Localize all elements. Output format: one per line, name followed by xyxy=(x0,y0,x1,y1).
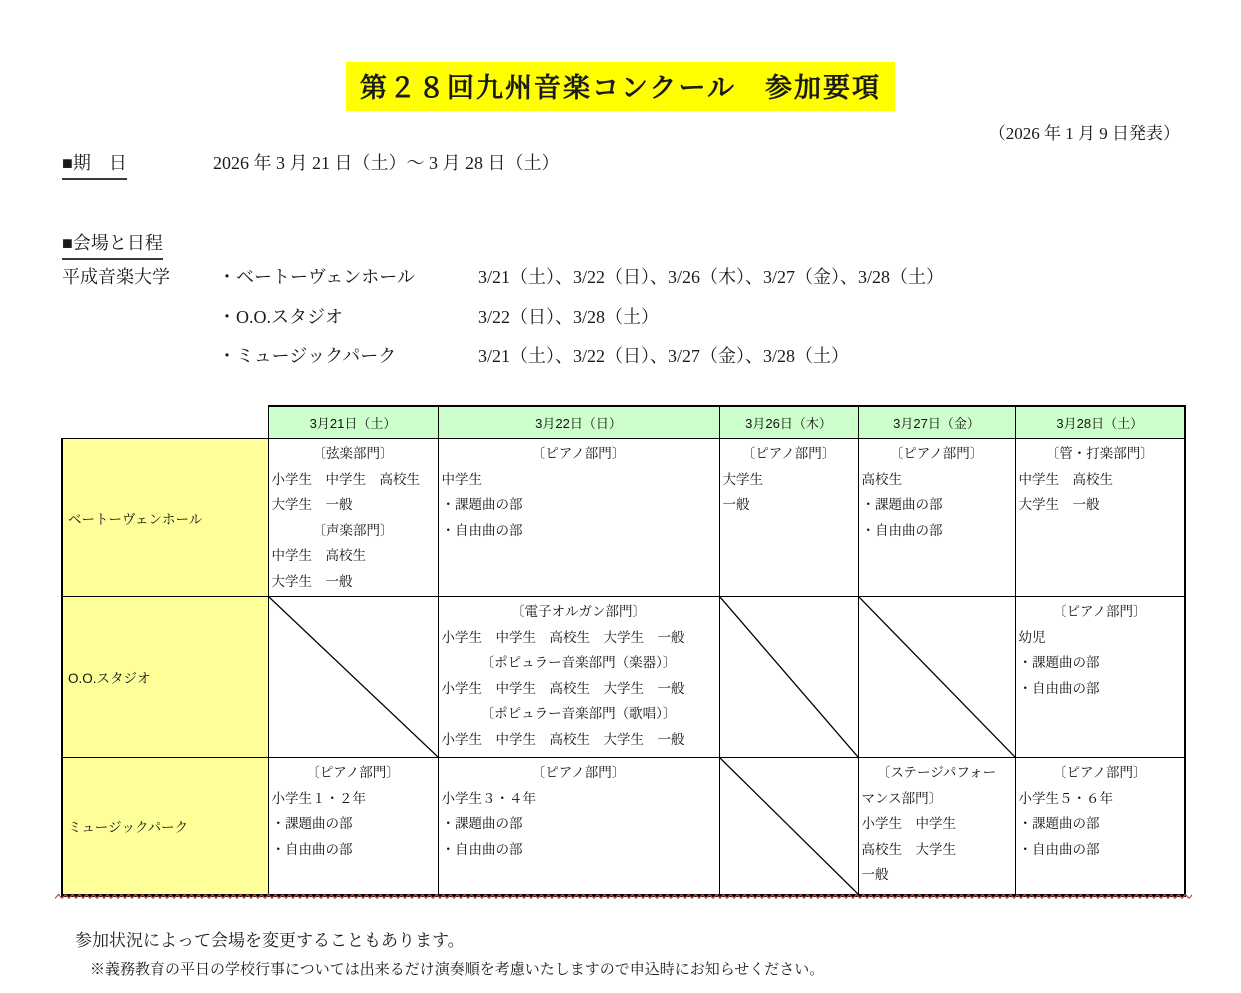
schedule-cell-line: ・自由曲の部 xyxy=(1018,680,1100,696)
schedule-cell-line: ・課題曲の部 xyxy=(1018,816,1100,831)
schedule-cell-line: 小学生 中学生 高校生 大学生 一般 xyxy=(441,731,685,747)
schedule-date-header: 3月22日（日） xyxy=(438,406,719,439)
schedule-cell-line: 〔声楽部門〕 xyxy=(312,522,394,538)
diagonal-line xyxy=(269,597,438,757)
schedule-cell-line: ・自由曲の部 xyxy=(271,841,353,857)
schedule-header-row xyxy=(62,406,1185,439)
announcement-date: （2026 年 1 月 9 日発表） xyxy=(988,124,1180,143)
schedule-date-header: 3月27日（金） xyxy=(858,406,1015,439)
schedule-cell-line: 中学生 xyxy=(441,471,482,487)
venue-label: O.O.スタジオ xyxy=(62,597,268,758)
schedule-cell-line: 小学生１・２年 xyxy=(271,790,366,806)
schedule-cell-line: 〔ピアノ部門〕 xyxy=(306,765,400,780)
schedule-cell-line: 高校生 xyxy=(861,471,902,487)
schedule-cell xyxy=(438,758,719,896)
schedule-cell-line: ・課題曲の部 xyxy=(271,816,353,831)
schedule-cell xyxy=(438,597,719,758)
schedule-cell xyxy=(438,439,719,597)
venue-row xyxy=(218,263,944,303)
schedule-row xyxy=(62,758,1185,896)
schedule-cell-line: 〔ピアノ部門〕 xyxy=(741,446,836,461)
venue-row xyxy=(218,342,944,382)
schedule-cell xyxy=(268,758,438,896)
schedule-cell-line: 小学生３・４年 xyxy=(441,790,536,806)
schedule-cell-line: 〔ステージパフォー xyxy=(876,765,997,780)
schedule-cell-line: マンス部門〕 xyxy=(861,790,943,806)
schedule-cell-line: 〔弦楽部門〕 xyxy=(312,446,394,461)
schedule-cell-line: 幼児 xyxy=(1018,629,1046,645)
schedule-cell xyxy=(858,439,1015,597)
venue-dates: 3/22（日）、3/28（土） xyxy=(478,306,660,327)
wavy-divider xyxy=(55,893,1192,900)
schedule-cell xyxy=(1015,439,1185,597)
empty-diagonal-cell xyxy=(719,758,858,896)
schedule-cell xyxy=(1015,758,1185,896)
schedule-cell-line: 高校生 大学生 xyxy=(861,841,956,857)
venue-name: ・ベートーヴェンホール xyxy=(218,267,415,287)
schedule-cell-line: 小学生 中学生 xyxy=(861,816,956,831)
schedule-cell xyxy=(719,439,858,597)
schedule-cell-line: ・自由曲の部 xyxy=(441,841,523,857)
schedule-date-header: 3月26日（木） xyxy=(719,406,858,439)
empty-diagonal-cell xyxy=(268,597,438,758)
period-value: 2026 年 3 月 21 日（土）～ 3 月 28 日（土） xyxy=(213,153,560,173)
page-title: 第２８回九州音楽コンクール 参加要項 xyxy=(346,62,895,111)
schedule-cell-line: ・課題曲の部 xyxy=(441,497,523,512)
schedule-cell-line: 小学生５・６年 xyxy=(1018,790,1113,806)
schedule-cell-line: 一般 xyxy=(722,497,750,512)
schedule-cell-line: 小学生 中学生 高校生 xyxy=(271,471,420,487)
schedule-cell-line: 〔電子オルガン部門〕 xyxy=(511,604,646,619)
schedule-date-header: 3月21日（土） xyxy=(268,406,438,439)
venue-date-list xyxy=(218,263,944,382)
schedule-cell-line: 〔ピアノ部門〕 xyxy=(1053,765,1147,780)
schedule-row xyxy=(62,439,1185,597)
venue-label: ミュージックパーク xyxy=(62,758,268,896)
schedule-cell xyxy=(858,758,1015,896)
empty-diagonal-cell xyxy=(858,597,1015,758)
schedule-cell-line: 小学生 中学生 高校生 大学生 一般 xyxy=(441,629,685,645)
title-bar xyxy=(0,62,1241,111)
empty-diagonal-cell xyxy=(719,597,858,758)
venue-name: ・O.O.スタジオ xyxy=(218,306,343,327)
venue-dates: 3/21（土）、3/22（日）、3/26（木）、3/27（金）、3/28（土） xyxy=(478,267,945,287)
diagonal-line xyxy=(720,758,858,894)
schedule-cell xyxy=(268,439,438,597)
venue-row xyxy=(218,303,944,343)
schedule-row xyxy=(62,597,1185,758)
schedule-cell-line: 大学生 一般 xyxy=(271,573,353,589)
schedule-cell-line: ・課題曲の部 xyxy=(861,497,943,512)
period-label-text: ■期 日 xyxy=(62,149,127,180)
venue-section-label-text: ■会場と日程 xyxy=(62,229,163,260)
schedule-date-header: 3月28日（土） xyxy=(1015,406,1185,439)
schedule-cell-line: 大学生 xyxy=(722,471,763,487)
venue-label: ベートーヴェンホール xyxy=(62,439,268,597)
schedule-cell xyxy=(1015,597,1185,758)
schedule-cell-line: ・課題曲の部 xyxy=(441,816,523,831)
schedule-blank-corner-cell xyxy=(62,406,268,439)
schedule-table xyxy=(61,405,1186,897)
university-name: 平成音楽大学 xyxy=(62,267,170,287)
schedule-cell-line: 中学生 高校生 xyxy=(1018,471,1113,487)
schedule-cell-line: 〔ポピュラー音楽部門（歌唱）〕 xyxy=(480,706,677,721)
schedule-cell-line: ・自由曲の部 xyxy=(861,522,943,538)
schedule-cell-line: 〔ピアノ部門〕 xyxy=(889,446,984,461)
schedule-cell-line: 小学生 中学生 高校生 大学生 一般 xyxy=(441,680,685,696)
schedule-cell-line: ・自由曲の部 xyxy=(441,522,523,538)
schedule-cell-line: ・自由曲の部 xyxy=(1018,841,1100,857)
venue-dates: 3/21（土）、3/22（日）、3/27（金）、3/28（土） xyxy=(478,346,850,366)
schedule-cell-line: 〔ピアノ部門〕 xyxy=(531,446,626,461)
schedule-cell-line: ・課題曲の部 xyxy=(1018,655,1100,670)
schedule-cell-line: 中学生 高校生 xyxy=(271,548,366,563)
note-venue-change: 参加状況によって会場を変更することもあります。 xyxy=(75,931,465,950)
schedule-cell-line: 大学生 一般 xyxy=(271,497,353,512)
diagonal-line xyxy=(859,597,1015,757)
period-section-label xyxy=(62,149,127,180)
schedule-cell-line: 〔ピアノ部門〕 xyxy=(1053,604,1147,619)
venue-name: ・ミュージックパーク xyxy=(218,346,397,366)
schedule-cell-line: 〔ピアノ部門〕 xyxy=(531,765,626,780)
note-school-events: ※義務教育の平日の学校行事については出来るだけ演奏順を考慮いたしますので申込時にお知らせください。 xyxy=(90,962,825,978)
venue-section-label xyxy=(62,229,163,260)
schedule-cell-line: 〔管・打楽部門〕 xyxy=(1045,446,1154,461)
schedule-cell-line: 大学生 一般 xyxy=(1018,497,1100,512)
schedule-cell-line: 〔ポピュラー音楽部門（楽器）〕 xyxy=(480,655,677,670)
schedule-cell-line: 一般 xyxy=(861,867,889,882)
diagonal-line xyxy=(720,597,858,757)
